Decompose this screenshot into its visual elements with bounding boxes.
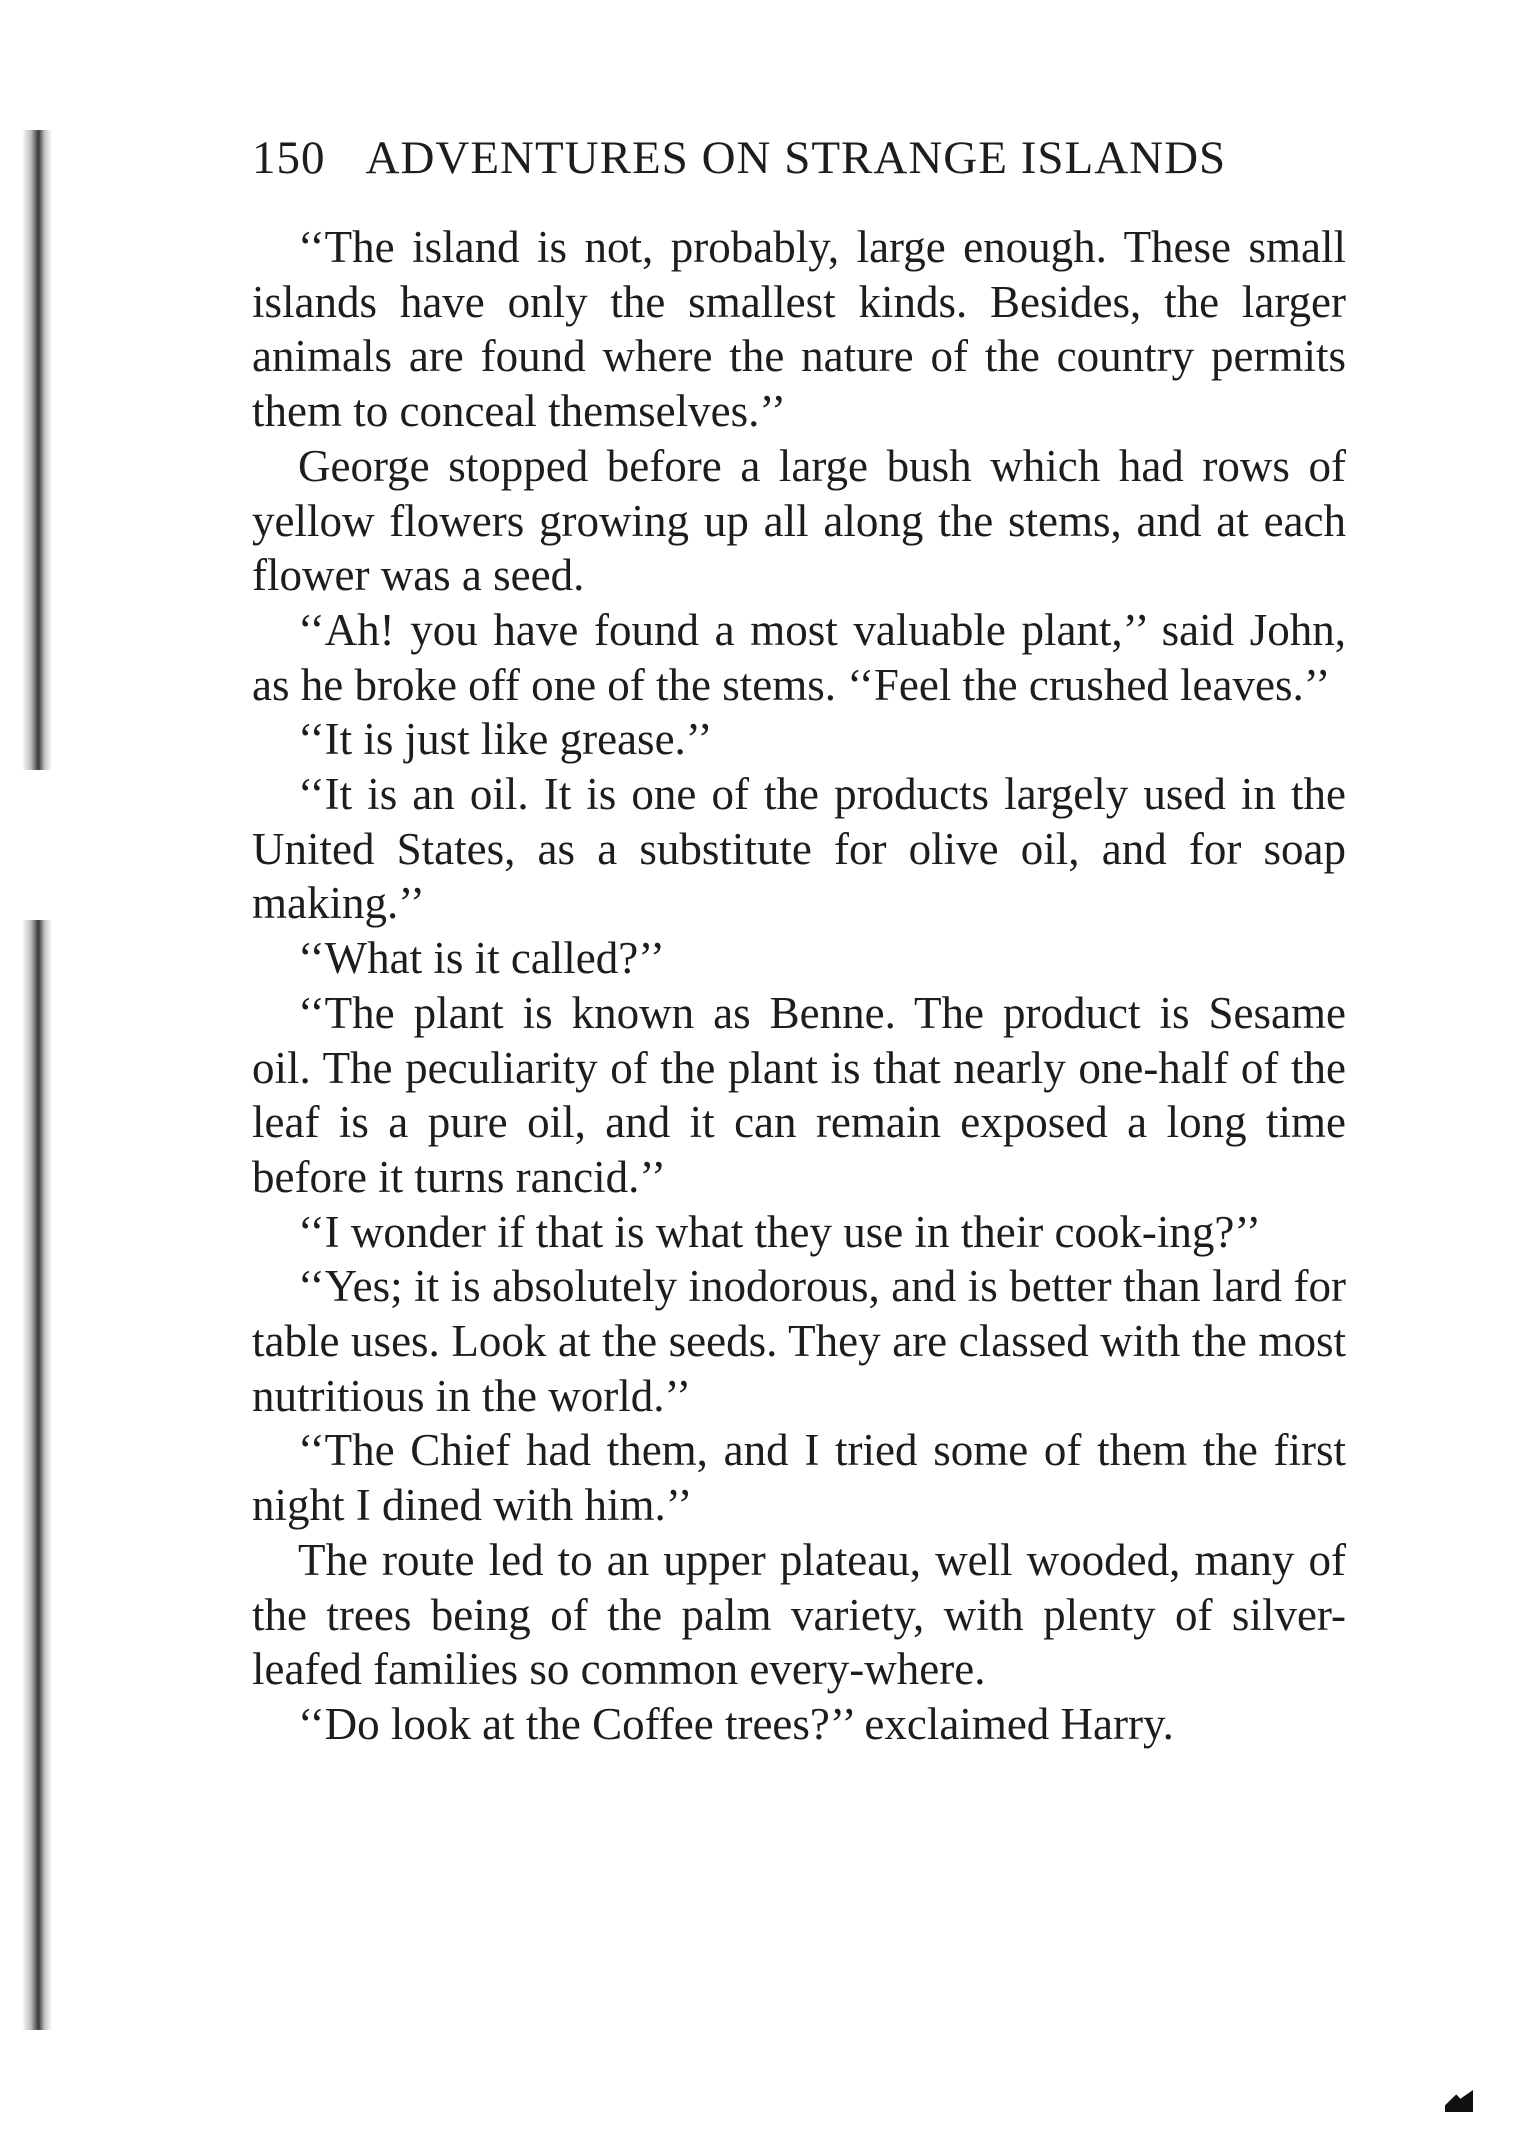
paragraph: ‘‘Ah! you have found a most valuable plant,’’ said John, as he broke off one of the stems. ‘‘Feel the crushed leaves.’’ — [252, 604, 1346, 710]
paragraph: ‘‘What is it called?’’ — [298, 933, 665, 984]
paragraph: ‘‘I wonder if that is what they use in their cook-ing?’’ — [298, 1206, 1262, 1257]
running-title: ADVENTURES ON STRANGE ISLANDS — [365, 132, 1227, 184]
paragraph: ‘‘It is an oil. It is one of the products largely used in the United States, as a substitute for olive oil, and for soap making.’’ — [252, 769, 1346, 929]
binding-shadow-bottom — [22, 920, 52, 2030]
page-header — [252, 130, 1337, 186]
paragraph: ‘‘The plant is known as Benne. The product is Sesame oil. The peculiarity of the plant is that nearly one-half of the leaf is a pure oil, and it can remain exposed a long time before it turns rancid.’’ — [252, 987, 1346, 1202]
paragraph: ‘‘Do look at the Coffee trees?’’ exclaimed Harry. — [298, 1698, 1174, 1749]
paragraph: ‘‘The island is not, probably, large enough. These small islands have only the smallest kinds. Besides, the larger animals are found where the nature of the country permits them to conceal themselves.’’ — [252, 222, 1346, 437]
paragraph: ‘‘Yes; it is absolutely inodorous, and is better than lard for table uses. Look at the seeds. They are classed with the most nutritious in the world.’’ — [252, 1261, 1346, 1421]
binding-shadow-top — [22, 130, 52, 770]
paragraph: ‘‘The Chief had them, and I tried some of them the first night I dined with him.’’ — [252, 1425, 1346, 1531]
ink-speck — [1445, 2090, 1473, 2112]
paragraph: George stopped before a large bush which had rows of yellow flowers growing up all along the stems, and at each flower was a seed. — [252, 440, 1346, 601]
page-number: 150 — [252, 132, 326, 184]
paragraph: ‘‘It is just like grease.’’ — [298, 714, 713, 765]
paragraph: The route led to an upper plateau, well wooded, many of the trees being of the palm variety, with plenty of silver-leafed families so common every-where. — [252, 1534, 1346, 1695]
body-text — [252, 220, 1346, 1752]
